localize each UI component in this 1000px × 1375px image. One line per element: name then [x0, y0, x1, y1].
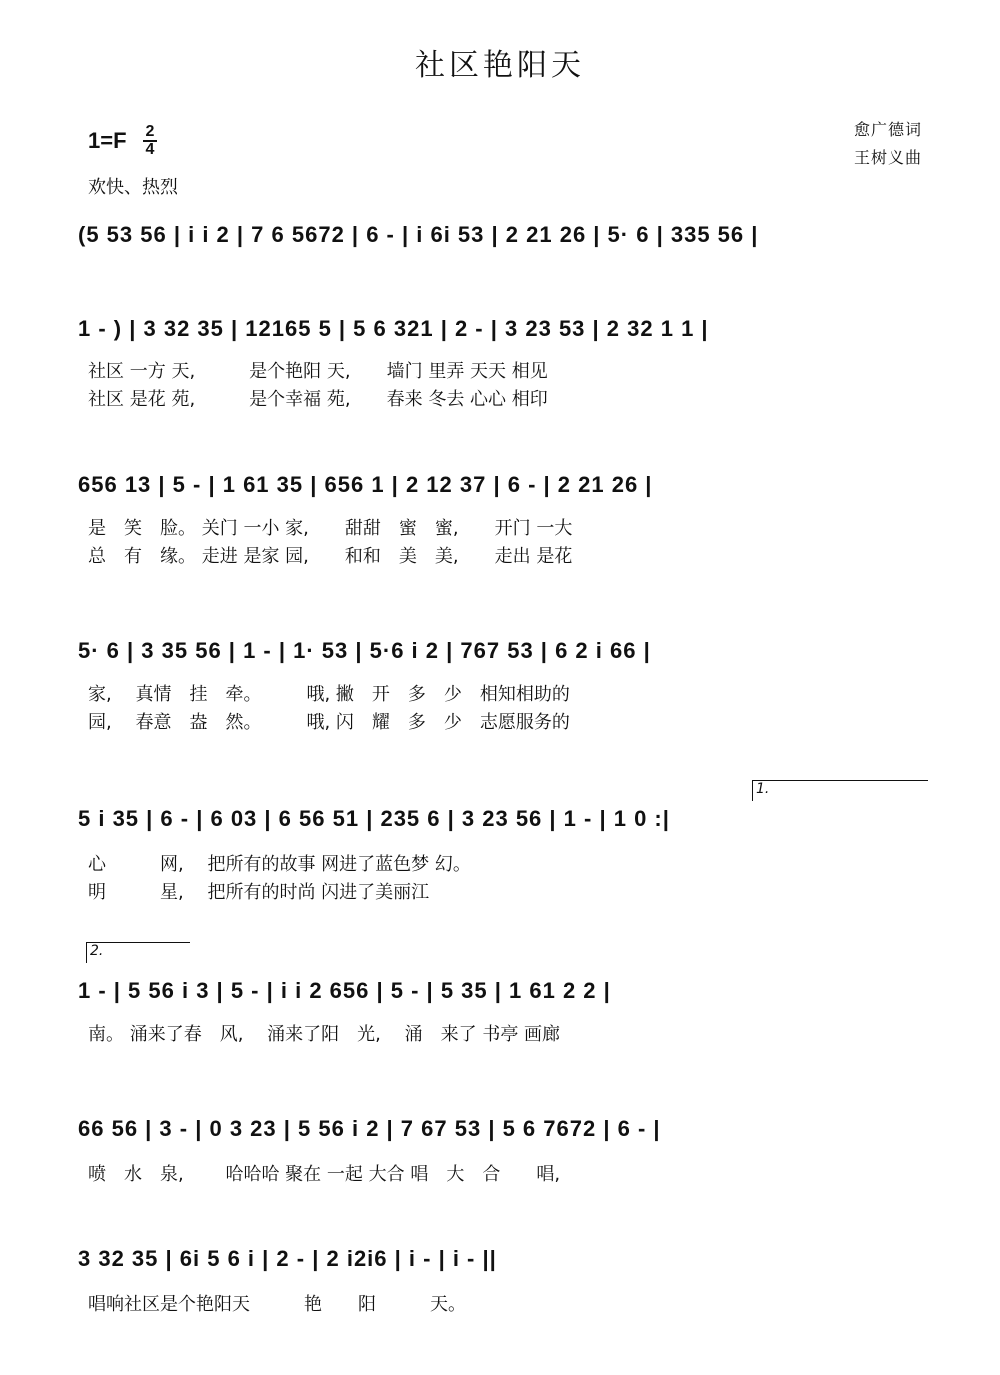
notation-line: (5 53 56 | i i 2 | 7 6 5672 | 6 - | i 6i 53 | 2 21 26 | 5· 6 | 335 56 |	[78, 222, 759, 247]
staff-system	[78, 972, 926, 1008]
time-signature	[142, 124, 158, 158]
staff-system	[78, 1110, 926, 1146]
notation-line: 5 i 35 | 6 - | 6 03 | 6 56 51 | 235 6 | 3 23 56 | 1 - | 1 0 :|	[78, 806, 670, 831]
lyric-verse-1: 社区 一方 天, 是个艳阳 天, 墙门 里弄 天天 相见	[88, 361, 548, 382]
lyric-verse-1: 南。 涌来了春 风, 涌来了阳 光, 涌 来了 书亭 画廊	[88, 1024, 561, 1045]
lyric-verse-2: 明 星, 把所有的时尚 闪进了美丽江	[88, 882, 430, 903]
notation-line: 656 13 | 5 - | 1 61 35 | 656 1 | 2 12 37 | 6 - | 2 21 26 |	[78, 472, 653, 497]
lyricist-credit: 愈广德词	[853, 120, 922, 139]
notation-line: 5· 6 | 3 35 56 | 1 - | 1· 53 | 5·6 i 2 | 767 53 | 6 2 i 66 |	[78, 638, 651, 663]
staff-system	[78, 800, 926, 836]
staff-system	[78, 466, 926, 502]
lyric-verse-1: 喷 水 泉, 哈哈哈 聚在 一起 大合 唱 大 合 唱,	[88, 1164, 561, 1185]
time-denominator: 4	[145, 141, 155, 158]
staff-system	[78, 632, 926, 668]
notation-line: 66 56 | 3 - | 0 3 23 | 5 56 i 2 | 7 67 53 | 5 6 7672 | 6 - |	[78, 1116, 661, 1141]
lyric-verse-2: 社区 是花 苑, 是个幸福 苑, 春来 冬去 心心 相印	[88, 389, 548, 410]
notation-line: 1 - | 5 56 i 3 | 5 - | i i 2 656 | 5 - | 5 35 | 1 61 2 2 |	[78, 978, 611, 1003]
first-ending-bracket: 1.	[752, 780, 928, 801]
lyric-verse-2: 园, 春意 盎 然。 哦, 闪 耀 多 少 志愿服务的	[88, 712, 570, 733]
lyric-verse-2: 总 有 缘。 走进 是家 园, 和和 美 美, 走出 是花	[88, 546, 573, 567]
composer-credit: 王树义曲	[853, 148, 922, 167]
lyric-verse-1: 心 网, 把所有的故事 网进了蓝色梦 幻。	[88, 854, 471, 875]
lyric-verse-1: 家, 真情 挂 牵。 哦, 撇 开 多 少 相知相助的	[88, 684, 570, 705]
staff-system	[78, 216, 926, 252]
lyric-verse-1: 唱响社区是个艳阳天 艳 阳 天。	[88, 1294, 466, 1315]
lyric-verse-1: 是 笑 脸。 关门 一小 家, 甜甜 蜜 蜜, 开门 一大	[88, 518, 573, 539]
notation-line: 3 32 35 | 6i 5 6 i | 2 - | 2 i2i6 | i - | i - ||	[78, 1246, 497, 1271]
notation-line: 1 - ) | 3 32 35 | 12165 5 | 5 6 321 | 2 - | 3 23 53 | 2 32 1 1 |	[78, 316, 709, 341]
page-title: 社区艳阳天	[415, 48, 585, 83]
staff-system	[78, 310, 926, 346]
staff-system	[78, 1240, 926, 1276]
second-ending-bracket: 2.	[86, 942, 190, 963]
tempo-marking: 欢快、热烈	[88, 177, 178, 198]
key-signature: 1=F	[88, 128, 127, 153]
time-numerator: 2	[145, 123, 155, 140]
